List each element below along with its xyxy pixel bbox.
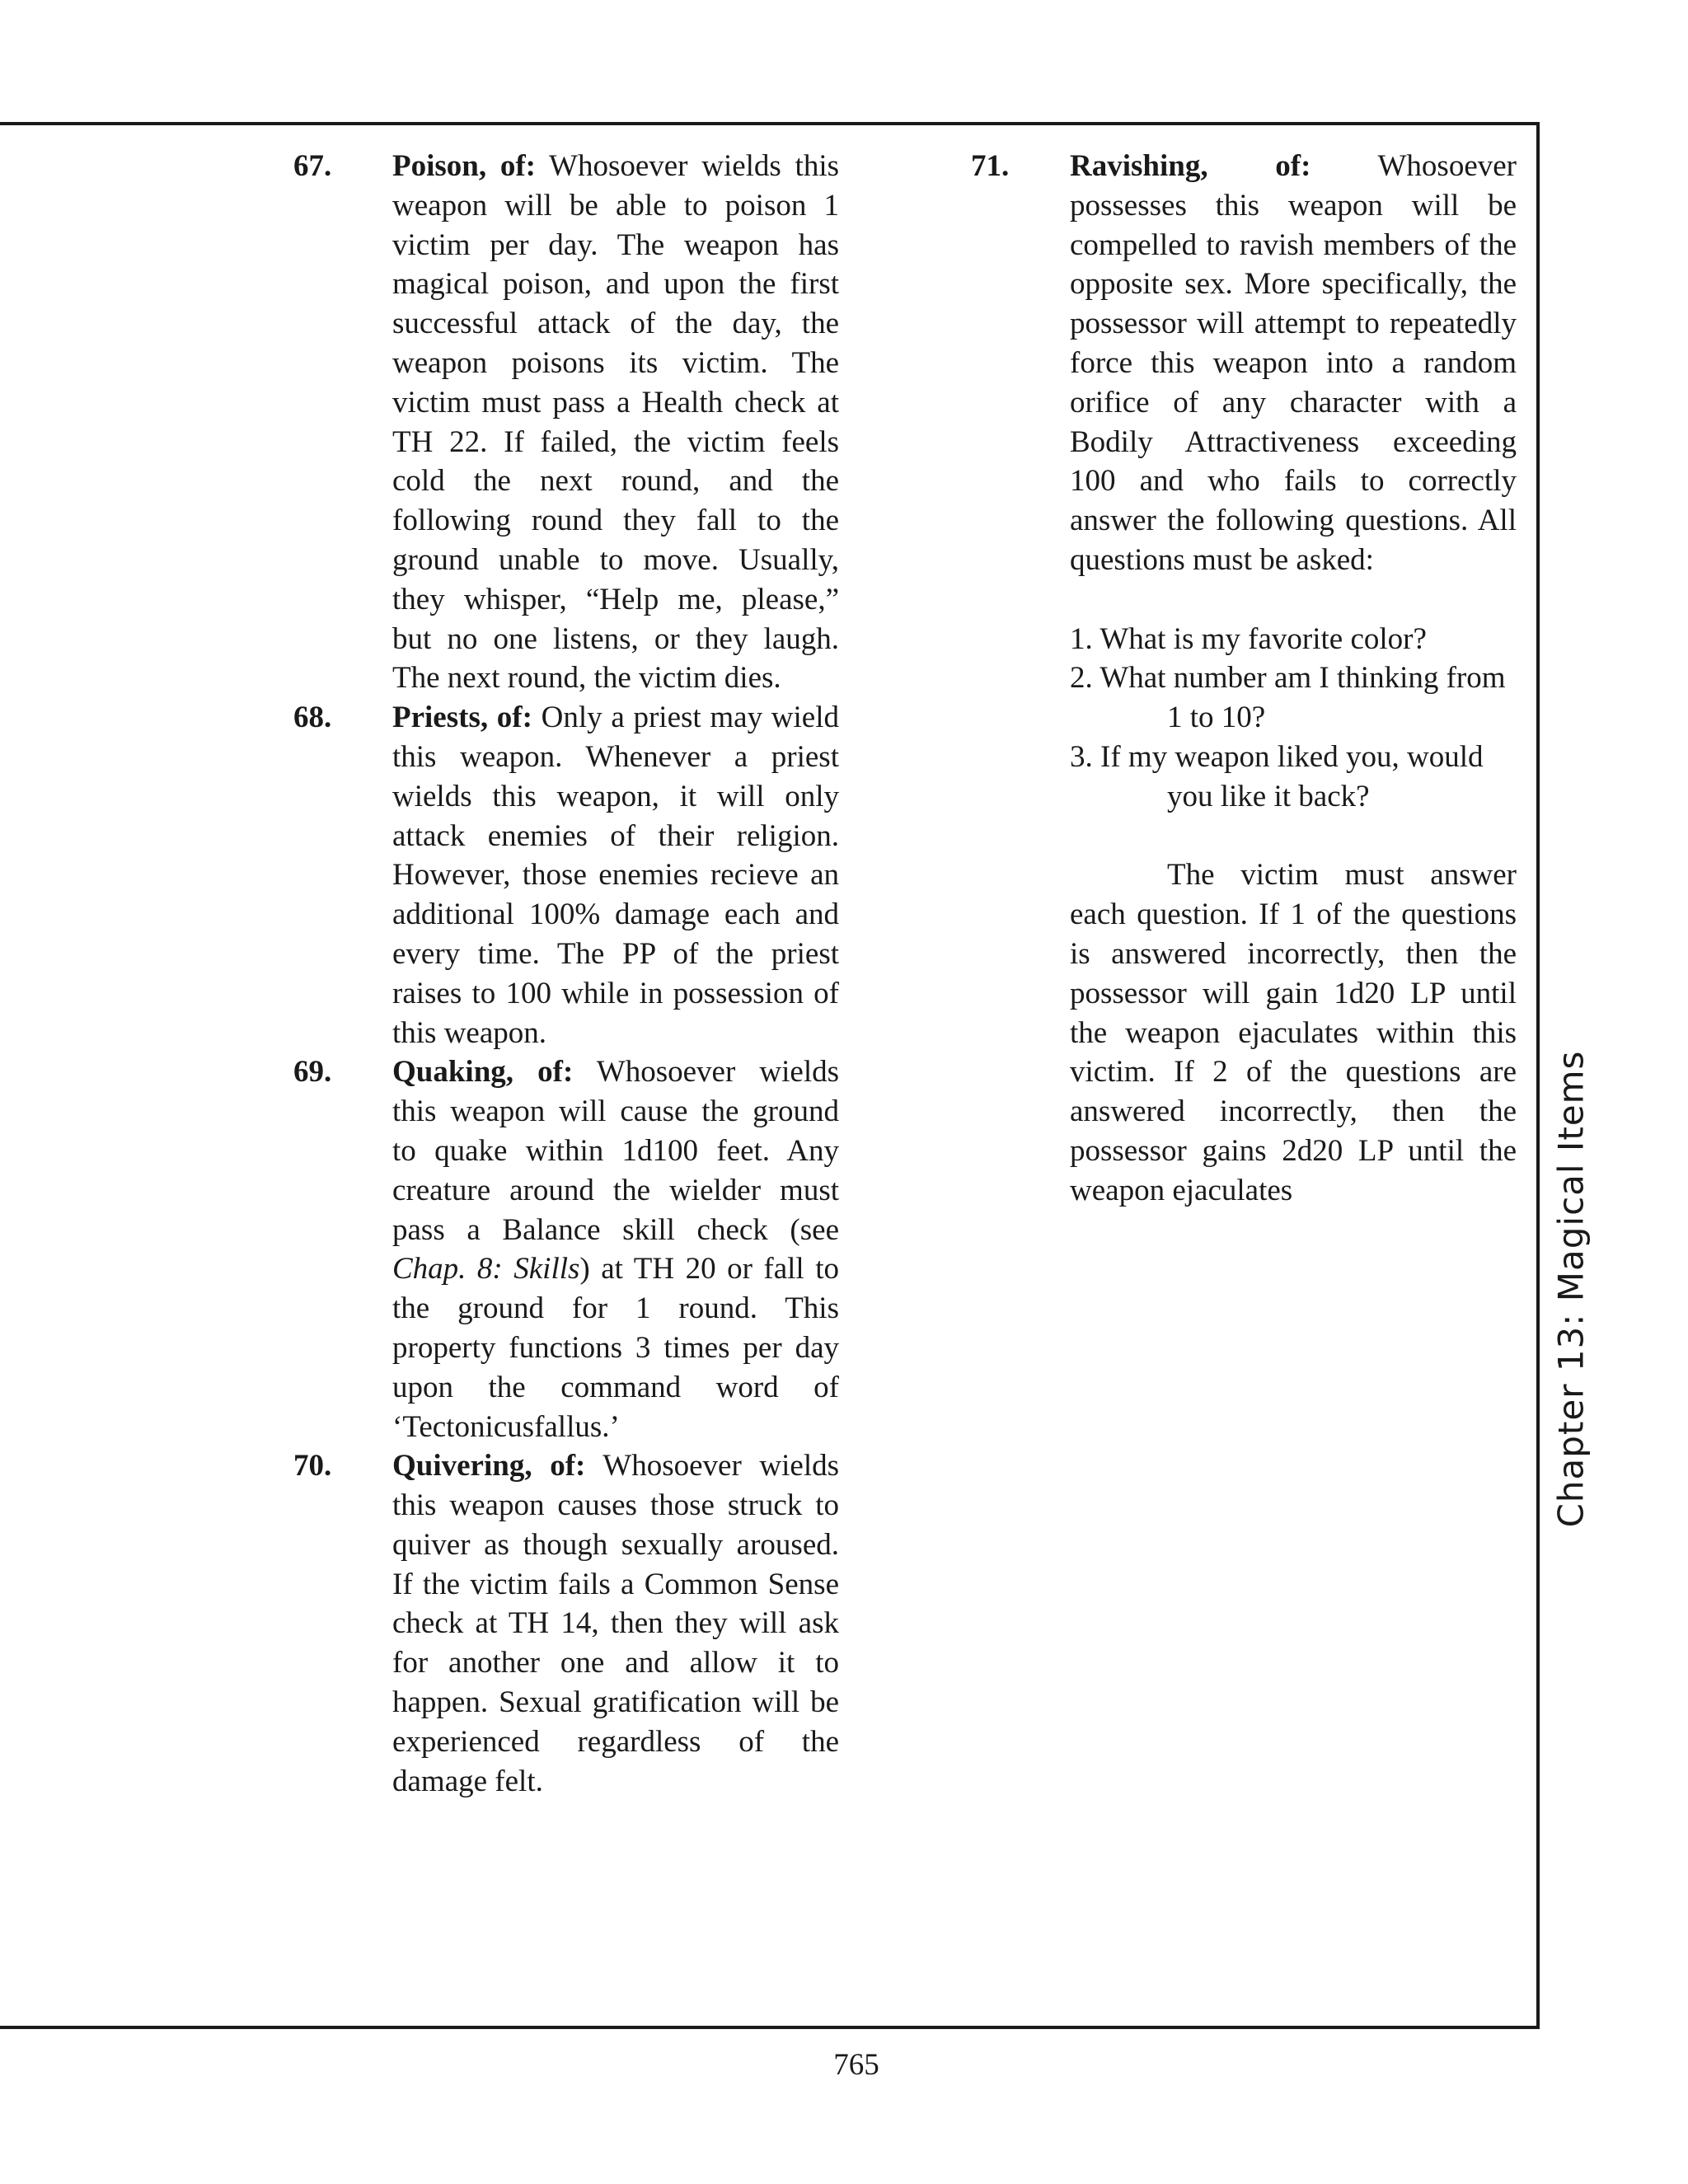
- entry-title: Poison, of:: [392, 149, 536, 183]
- entry-number: 68.: [293, 701, 332, 735]
- closing-paragraph: The victim must answer each question. If 1 of the questions is answered incorrectly, then the possessor will gain 1d20 LP until the weapon ejaculates within this victim. If 2 of the questions are answered incorrectly, then the possessor gains 2d20 LP until the weapon ejaculates: [1070, 858, 1517, 1207]
- entry-number: 67.: [293, 149, 332, 183]
- question-continuation: you like it back?: [1167, 779, 1370, 813]
- question-text: 2. What number am I thinking from: [1070, 661, 1506, 696]
- entry-body: Whosoever possesses this weapon will be compelled to ravish members of the opposite sex. More specifically, the possessor will attempt to repeatedly force this weapon into a random orifice of any character with a Bodily Attractiveness exceeding 100 and who fails to correctly answer the following questions. All questions must be asked:: [1070, 149, 1517, 577]
- question-text: 1. What is my favorite color?: [1070, 621, 1427, 656]
- entry-body-part-1: Whosoever wields this weapon will cause the ground to quake within 1d100 feet. Any creature around the wielder must pass a Balance skill check (see: [392, 1055, 840, 1247]
- chapter-label-text: Chapter 13: Magical Items: [1550, 1050, 1592, 1528]
- entry-number: 71.: [971, 149, 1010, 183]
- right-column: [971, 147, 1517, 1211]
- entry-title: Quivering, of:: [392, 1449, 586, 1483]
- question-continuation: 1 to 10?: [1167, 701, 1266, 735]
- page-number: 765: [833, 2048, 879, 2082]
- left-column: [293, 147, 839, 1801]
- entry-title: Ravishing, of:: [1070, 149, 1311, 183]
- entry-body: Whosoever wields this weapon causes those struck to quiver as though sexually aroused. If the victim fails a Common Sense check at TH 14, then they will ask for another one and allow it to happen. Sexual gratification will be experienced regardless of the damage felt.: [392, 1449, 840, 1798]
- question-item: [1070, 620, 1517, 659]
- entry-70-quivering: [293, 1446, 839, 1801]
- question-text: 3. If my weapon liked you, would: [1070, 739, 1484, 774]
- entry-68-priests: [293, 698, 839, 1052]
- entry-title: Quaking, of:: [392, 1055, 574, 1090]
- entry-number: 70.: [293, 1449, 332, 1483]
- chapter-reference-italic: Chap. 8: Skills: [392, 1252, 580, 1286]
- entry-71-ravishing: [971, 147, 1517, 580]
- entry-title: Priests, of:: [392, 701, 532, 735]
- entry-body-part-2: ) at TH 20 or fall to the ground for 1 round. This property functions 3 times per day upon the command word of ‘Tectonicusfallus.’: [392, 1252, 839, 1444]
- question-list: [971, 620, 1517, 817]
- entry-body: Only a priest may wield this weapon. Whenever a priest wields this weapon, it will only attack enemies of their religion. However, those enemies recieve an additional 100% damage each and every time. The PP of the priest raises to 100 while in possession of this weapon.: [392, 701, 839, 1050]
- question-item: [1070, 658, 1517, 738]
- entry-69-quaking: [293, 1052, 839, 1446]
- question-item: [1070, 738, 1517, 817]
- entry-67-poison: [293, 147, 839, 698]
- entry-number: 69.: [293, 1055, 332, 1090]
- entry-body: Whosoever wields this weapon will be able to poison 1 victim per day. The weapon has magical poison, and upon the first successful attack of the day, the weapon poisons its victim. The victim must pass a Health check at TH 22. If failed, the victim feels cold the next round, and the following round they fall to the ground unable to move. Usually, they whisper, “Help me, please,” but no one listens, or they laugh. The next round, the victim dies.: [392, 149, 839, 696]
